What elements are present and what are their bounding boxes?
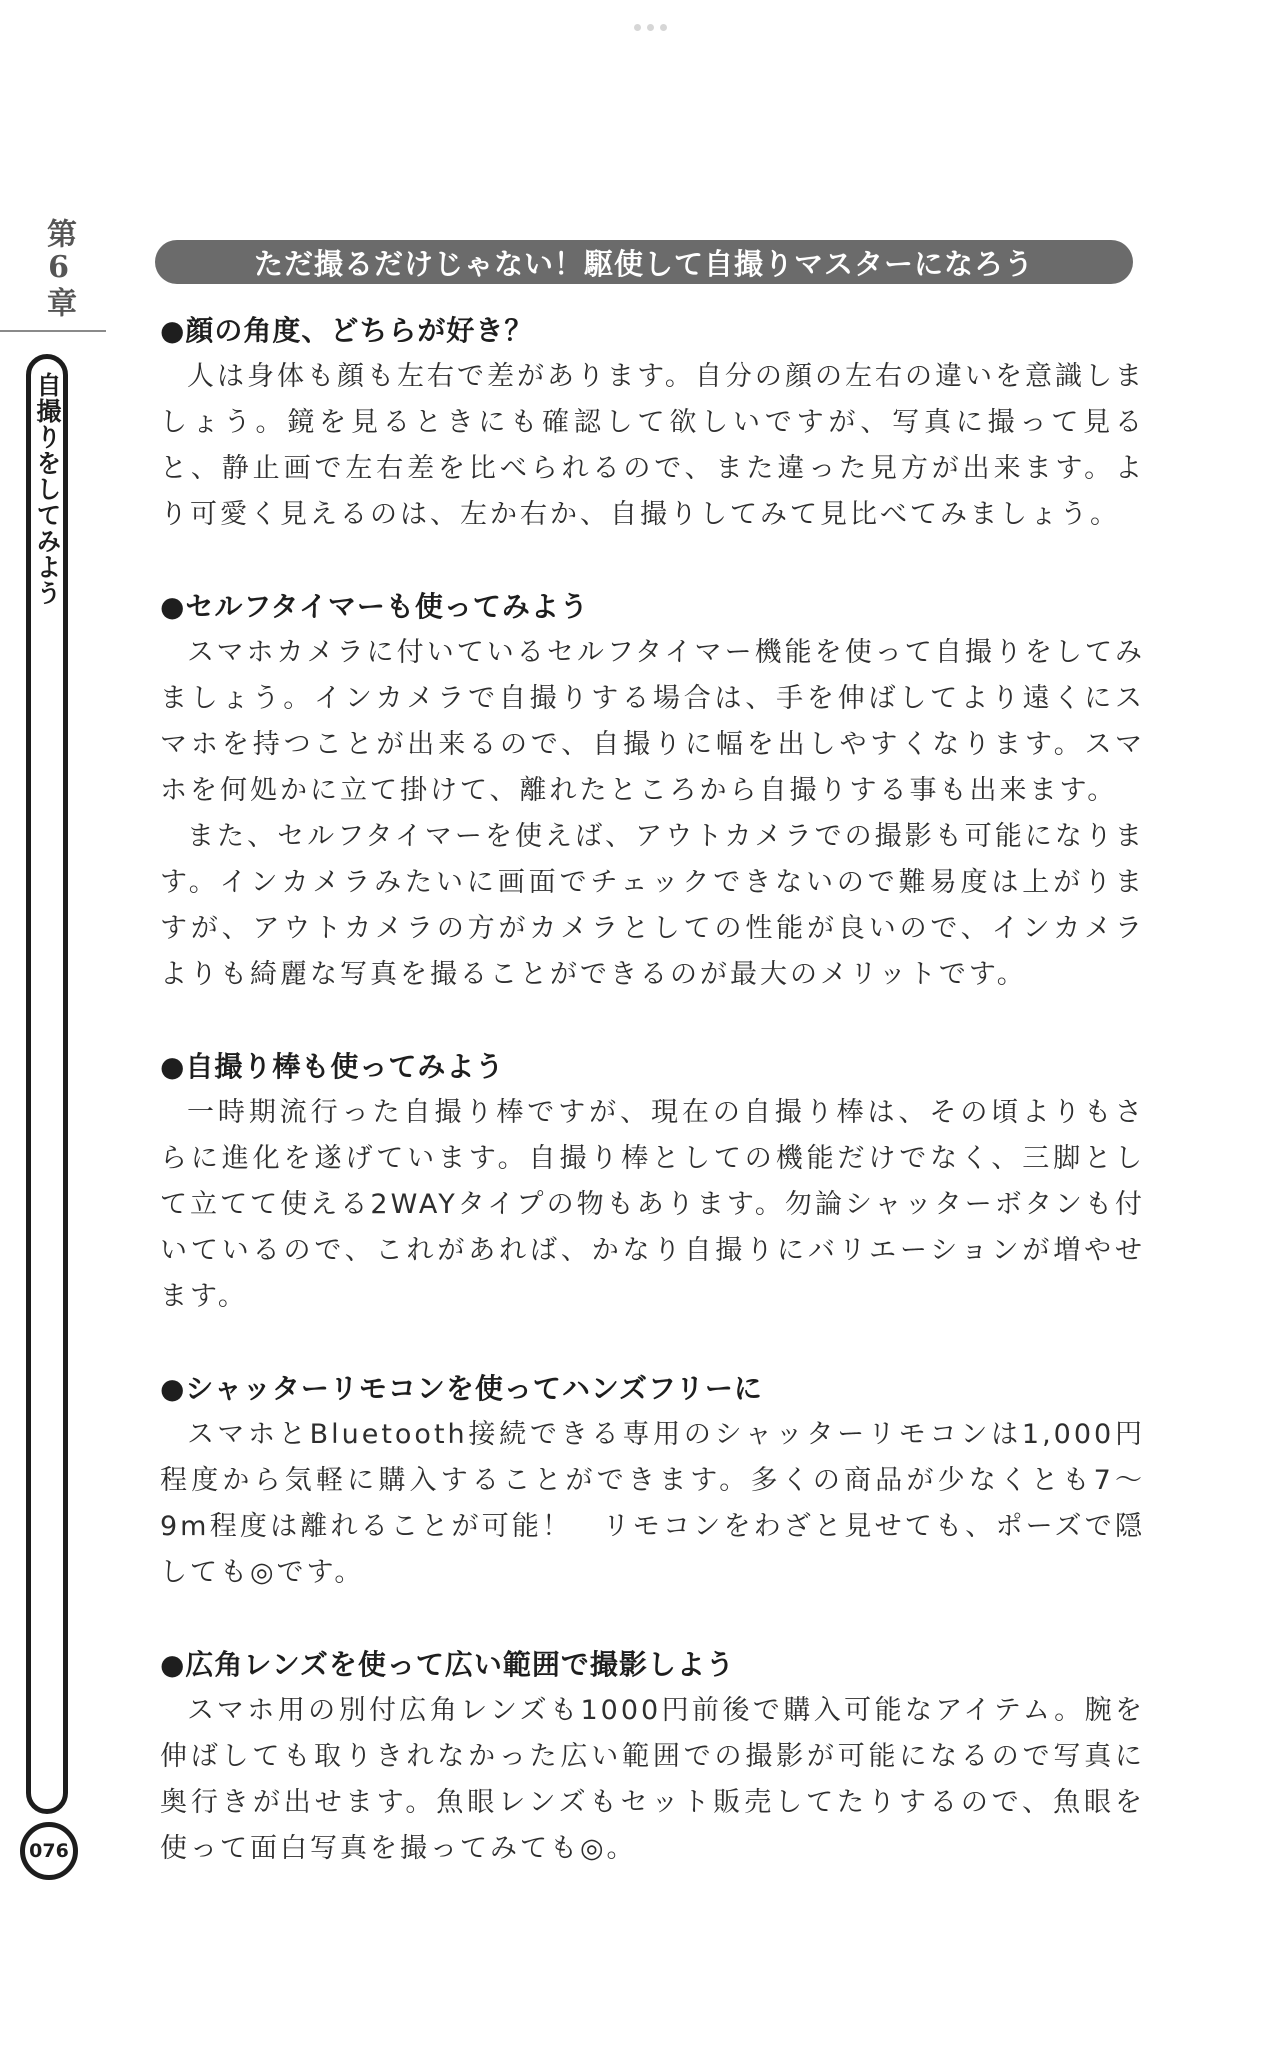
paragraph: 一時期流行った自撮り棒ですが、現在の自撮り棒は、その頃よりもさらに進化を遂げています。自撮り棒としての機能だけでなく、三脚として立てて使える2WAYタイプの物もあります。勿論シャッターボタンも付いているので、これがあれば、かなり自撮りにバリエーションが増やせます。: [160, 1097, 1145, 1312]
section-heading: ●広角レンズを使って広い範囲で撮影しよう: [160, 1648, 735, 1681]
chapter-title-vertical: 自撮りをしてみよう: [33, 372, 62, 606]
section-heading: ●顔の角度、どちらが好き？: [160, 314, 534, 347]
chapter-label: 第6章: [41, 218, 76, 319]
section-shutter-remote: [160, 1366, 1145, 1596]
article-body: [160, 308, 1145, 1918]
paragraph: スマホとBluetooth接続できる専用のシャッターリモコンは1,000円程度から気軽に購入することができます。多くの商品が少なくとも7〜9m程度は離れることが可能！ リモコンをわざと見せても、ポーズで隠しても◎です。: [160, 1419, 1145, 1588]
paragraph: 人は身体も顔も左右で差があります。自分の顔の左右の違いを意識しましょう。鏡を見るときにも確認して欲しいですが、写真に撮って見ると、静止画で左右差を比べられるので、また違った見方が出来ます。より可愛く見えるのは、左か右か、自撮りしてみて見比べてみましょう。: [160, 361, 1145, 530]
dot: [634, 24, 641, 31]
dot: [647, 24, 654, 31]
paragraph: スマホカメラに付いているセルフタイマー機能を使って自撮りをしてみましょう。インカメラで自撮りする場合は、手を伸ばしてより遠くにスマホを持つことが出来るので、自撮りに幅を出しやすくなります。スマホを何処かに立て掛けて、離れたところから自撮りする事も出来ます。: [160, 637, 1145, 806]
banner-title: ただ撮るだけじゃない！駆使して自撮りマスターになろう: [253, 246, 1034, 281]
paragraph: スマホ用の別付広角レンズも1000円前後で購入可能なアイテム。腕を伸ばしても取りきれなかった広い範囲での撮影が可能になるので写真に奥行きが出せます。魚眼レンズもセット販売してたりするので、魚眼を使って面白写真を撮ってみても◎。: [160, 1695, 1145, 1864]
section-heading: ●セルフタイマーも使ってみよう: [160, 590, 589, 623]
section-heading: ●自撮り棒も使ってみよう: [160, 1050, 505, 1083]
section-wide-lens: [160, 1642, 1145, 1872]
paragraph: また、セルフタイマーを使えば、アウトカメラでの撮影も可能になります。インカメラみたいに画面でチェックできないので難易度は上がりますが、アウトカメラの方がカメラとしての性能が良いので、インカメラよりも綺麗な写真を撮ることができるのが最大のメリットです。: [160, 821, 1145, 990]
section-self-timer: [160, 584, 1145, 998]
page-number: 076: [20, 1822, 78, 1880]
dot: [660, 24, 667, 31]
page-indicator-dots: [630, 24, 670, 31]
section-banner: [155, 240, 1133, 284]
section-heading: ●シャッターリモコンを使ってハンズフリーに: [160, 1372, 763, 1405]
section-face-angle: [160, 308, 1145, 538]
section-selfie-stick: [160, 1044, 1145, 1320]
chapter-divider: [0, 330, 106, 332]
